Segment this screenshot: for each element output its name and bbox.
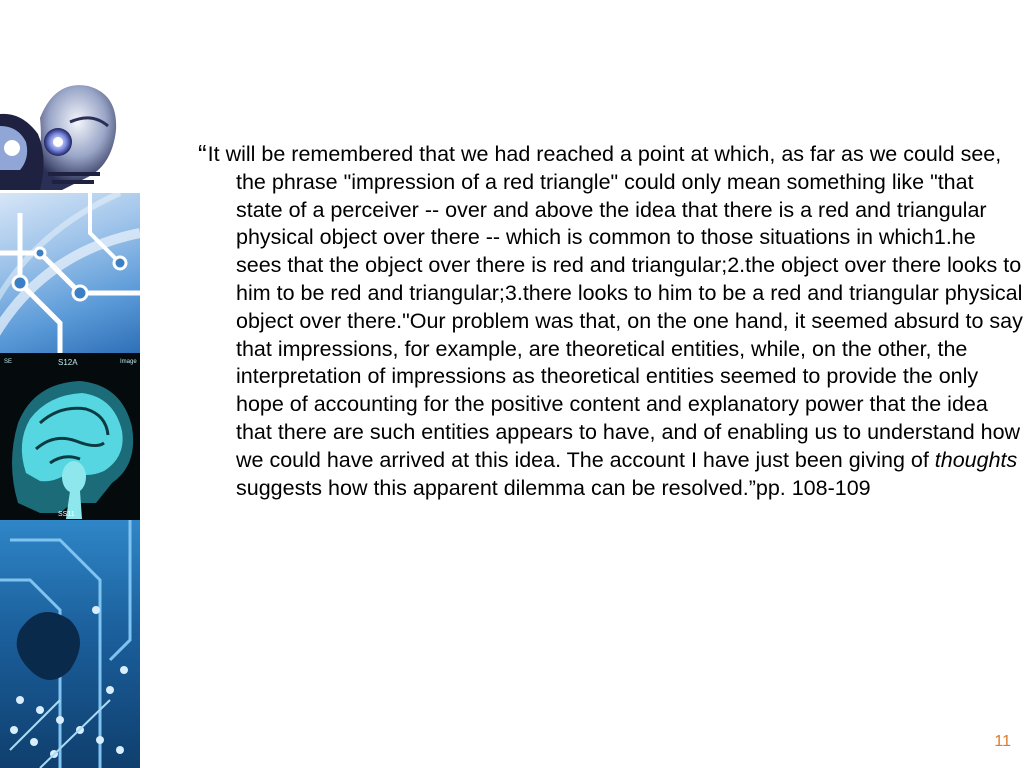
circuit-image bbox=[0, 193, 140, 353]
quote-text-main: It will be remembered that we had reached a point at which, as far as we could see, the phrase "impression of a red triangle" could only mean something like "that state of a perceiver -- over and above the idea that there is a red and triangular physical object over there -- which is common to those situations in which1.he sees that the object over there is red and triangular;2.the object over there looks to him to be red and triangular;3.there looks to him to be a red and triangular physical object over there."Our problem was that, on the one hand, it seemed absurd to say that impressions, for example, are theoretical entities, while, on the other, the interpretation of impressions as theoretical entities seemed to provide the only hope of accounting for the positive content and explanatory power that the idea that there are such entities appears to have, and of enabling us to understand how we could have arrived at this idea. The account I have just been giving of bbox=[207, 142, 1023, 472]
scan-label-series: S12A bbox=[58, 358, 78, 367]
brain-scan-image bbox=[0, 353, 140, 520]
scan-label-se: SE bbox=[4, 359, 13, 365]
scan-label-image: Image bbox=[120, 359, 137, 365]
brain-scan-icon bbox=[0, 353, 140, 520]
quotation-paragraph bbox=[198, 141, 1024, 502]
circuit-board-image bbox=[0, 520, 140, 768]
opening-quote-mark: “ bbox=[198, 139, 207, 169]
page-number: 11 bbox=[994, 733, 1011, 750]
quote-text-end: suggests how this apparent dilemma can be resolved.”pp. 108-109 bbox=[236, 475, 871, 500]
quote-italic-word: thoughts bbox=[934, 447, 1018, 472]
robot-icon bbox=[0, 78, 140, 193]
robot-head-image bbox=[0, 78, 140, 193]
circuit-trace-icon bbox=[0, 193, 140, 353]
decorative-sidebar bbox=[0, 0, 140, 768]
circuit-board-icon bbox=[0, 520, 140, 768]
scan-id-label: SS11 bbox=[58, 511, 75, 518]
